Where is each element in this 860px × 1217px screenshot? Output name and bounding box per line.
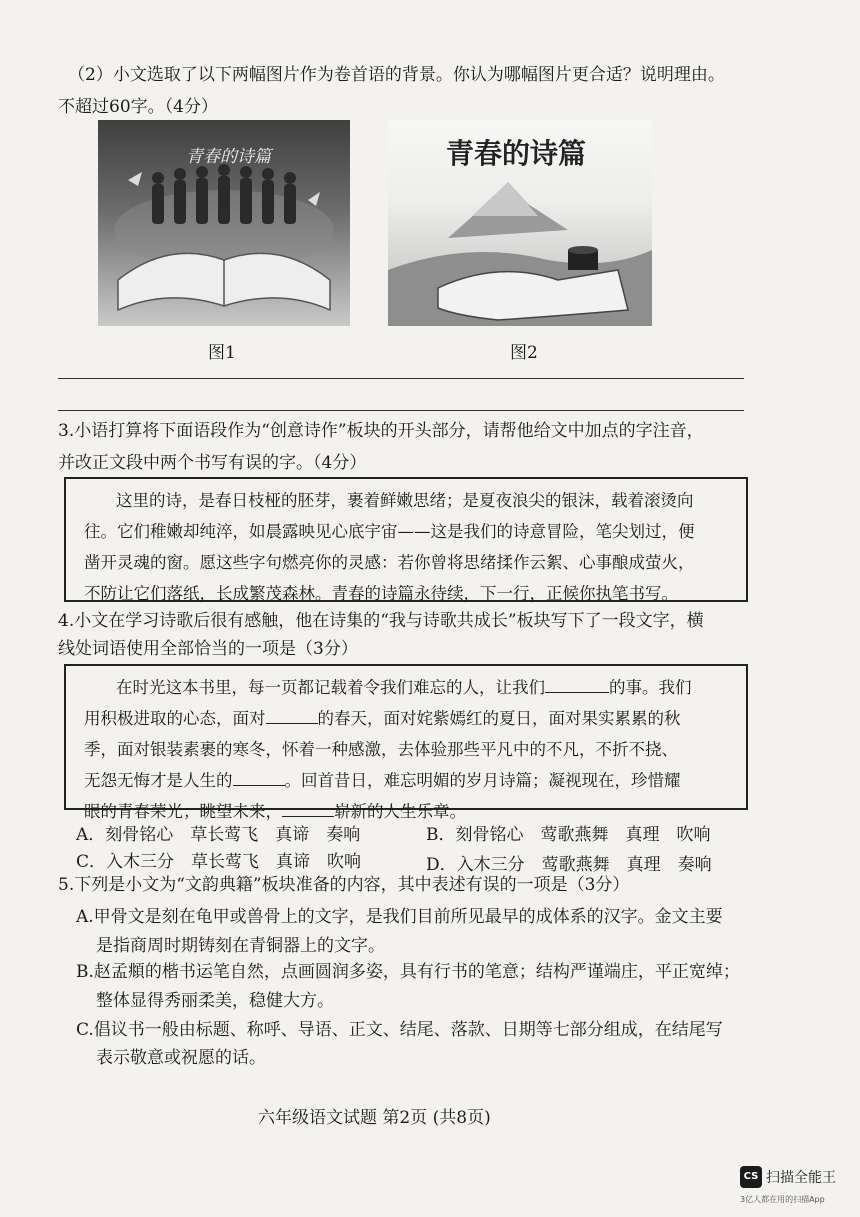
q4-text: 在时光这本书里，每一页都记载着令我们难忘的人，让我们	[116, 678, 545, 697]
q4-text: 的事。我们	[609, 678, 692, 697]
watermark-app-name: 扫描全能王	[766, 1170, 836, 1186]
q3-passage-line: 往。它们稚嫩却纯淬，如晨露映见心底宇宙——这是我们的诗意冒险，笔尖划过，便	[84, 522, 695, 541]
watermark-tagline: 3亿人都在用的扫描App	[740, 1195, 825, 1204]
q4-blank-3[interactable]	[233, 770, 285, 786]
q4-blank-1[interactable]	[545, 677, 609, 693]
q3-stem-line1: 3.小语打算将下面语段作为“创意诗作”板块的开头部分，请帮他给文中加点的字注音，	[58, 421, 704, 441]
q5-option-a-line2: 是指商周时期铸刻在青铜器上的文字。	[96, 936, 385, 956]
q5-option-c-line2: 表示敬意或祝愿的话。	[96, 1048, 266, 1068]
q4-text: 无怨无悔才是人生的	[84, 771, 233, 790]
q4-option-c[interactable]: C．入木三分 草长莺飞 真谛 吹响	[76, 852, 362, 872]
q4-passage-line	[84, 672, 732, 703]
q4-option-b[interactable]: B．刻骨铭心 莺歌燕舞 真理 吹响	[426, 825, 711, 845]
q4-text: 眼的青春荣光；眺望未来，	[84, 802, 282, 821]
figure-1-caption: 图1	[208, 343, 236, 363]
figure-2-title: 青春的诗篇	[446, 137, 587, 170]
q5-stem: 5.下列是小文为“文韵典籍”板块准备的内容，其中表述有误的一项是（3分）	[58, 875, 630, 895]
answer-line-2[interactable]	[58, 410, 744, 411]
scanner-watermark	[740, 1162, 852, 1212]
q5-option-b-line2: 整体显得秀丽柔美，稳健大方。	[96, 991, 334, 1011]
q4-text: 。回首昔日，难忘明媚的岁月诗篇；凝视现在，珍惜耀	[284, 771, 681, 790]
q2-stem-line1: （2）小文选取了以下两幅图片作为卷首语的背景。你认为哪幅图片更合适？说明理由。	[68, 65, 725, 85]
q4-option-a[interactable]: A．刻骨铭心 草长莺飞 真谛 奏响	[76, 825, 361, 845]
q4-passage-line	[84, 703, 732, 734]
q4-passage-box	[64, 664, 748, 821]
figure-2-caption: 图2	[510, 343, 538, 363]
figure-1-image	[98, 120, 350, 326]
q3-passage-line: 凿开灵魂的窗。愿这些字句燃亮你的灵感：若你曾将思绪揉作云絮、心事酿成萤火，	[84, 553, 695, 572]
answer-line-1[interactable]	[58, 378, 744, 379]
q4-blank-2[interactable]	[266, 708, 318, 724]
q3-passage-line: 这里的诗，是春日枝桠的胚芽，裹着鲜嫩思绪；是夏夜浪尖的银沫，载着滚烫向	[116, 491, 694, 510]
q4-text: 的春天，面对姹紫嫣红的夏日，面对果实累累的秋	[317, 709, 681, 728]
figure-1-title: 青春的诗篇	[186, 147, 271, 167]
q3-stem-line2: 并改正文段中两个书写有误的字。（4分）	[58, 453, 367, 473]
q3-passage-line: 不防让它们落纸，长成繁茂森林。青春的诗篇永待续，下一行，正候你执笔书写。	[84, 584, 678, 603]
q3-passage-box	[64, 477, 748, 602]
figure-2-image	[388, 120, 652, 326]
q4-text: 崭新的人生乐章。	[334, 802, 466, 821]
camscanner-logo-icon: CS	[740, 1166, 762, 1188]
q4-stem-line2: 线处词语使用全部恰当的一项是（3分）	[58, 639, 358, 659]
q4-passage-line	[84, 765, 732, 796]
q4-blank-4[interactable]	[282, 801, 334, 817]
q2-stem-line2: 不超过60字。（4分）	[58, 97, 218, 117]
q4-text: 用积极进取的心态，面对	[84, 709, 266, 728]
page-footer: 六年级语文试题 第2页 (共8页)	[258, 1108, 491, 1128]
q5-option-c-line1[interactable]: C.倡议书一般由标题、称呼、导语、正文、结尾、落款、日期等七部分组成，在结尾写	[76, 1020, 723, 1040]
q5-option-b-line1[interactable]: B.赵孟頫的楷书运笔自然，点画圆润多姿，具有行书的笔意；结构严谨端庄，平正宽绰；	[76, 962, 740, 982]
q5-option-a-line1[interactable]: A.甲骨文是刻在龟甲或兽骨上的文字，是我们目前所见最早的成体系的汉字。金文主要	[76, 907, 723, 927]
q4-stem-line1: 4.小文在学习诗歌后很有感触，他在诗集的“我与诗歌共成长”板块写下了一段文字，横	[58, 611, 704, 631]
q4-option-d[interactable]: D．入木三分 莺歌燕舞 真理 奏响	[426, 855, 712, 875]
q4-passage-line: 季，面对银装素裹的寒冬，怀着一种感激，去体验那些平凡中的不凡，不折不挠、	[84, 740, 678, 759]
